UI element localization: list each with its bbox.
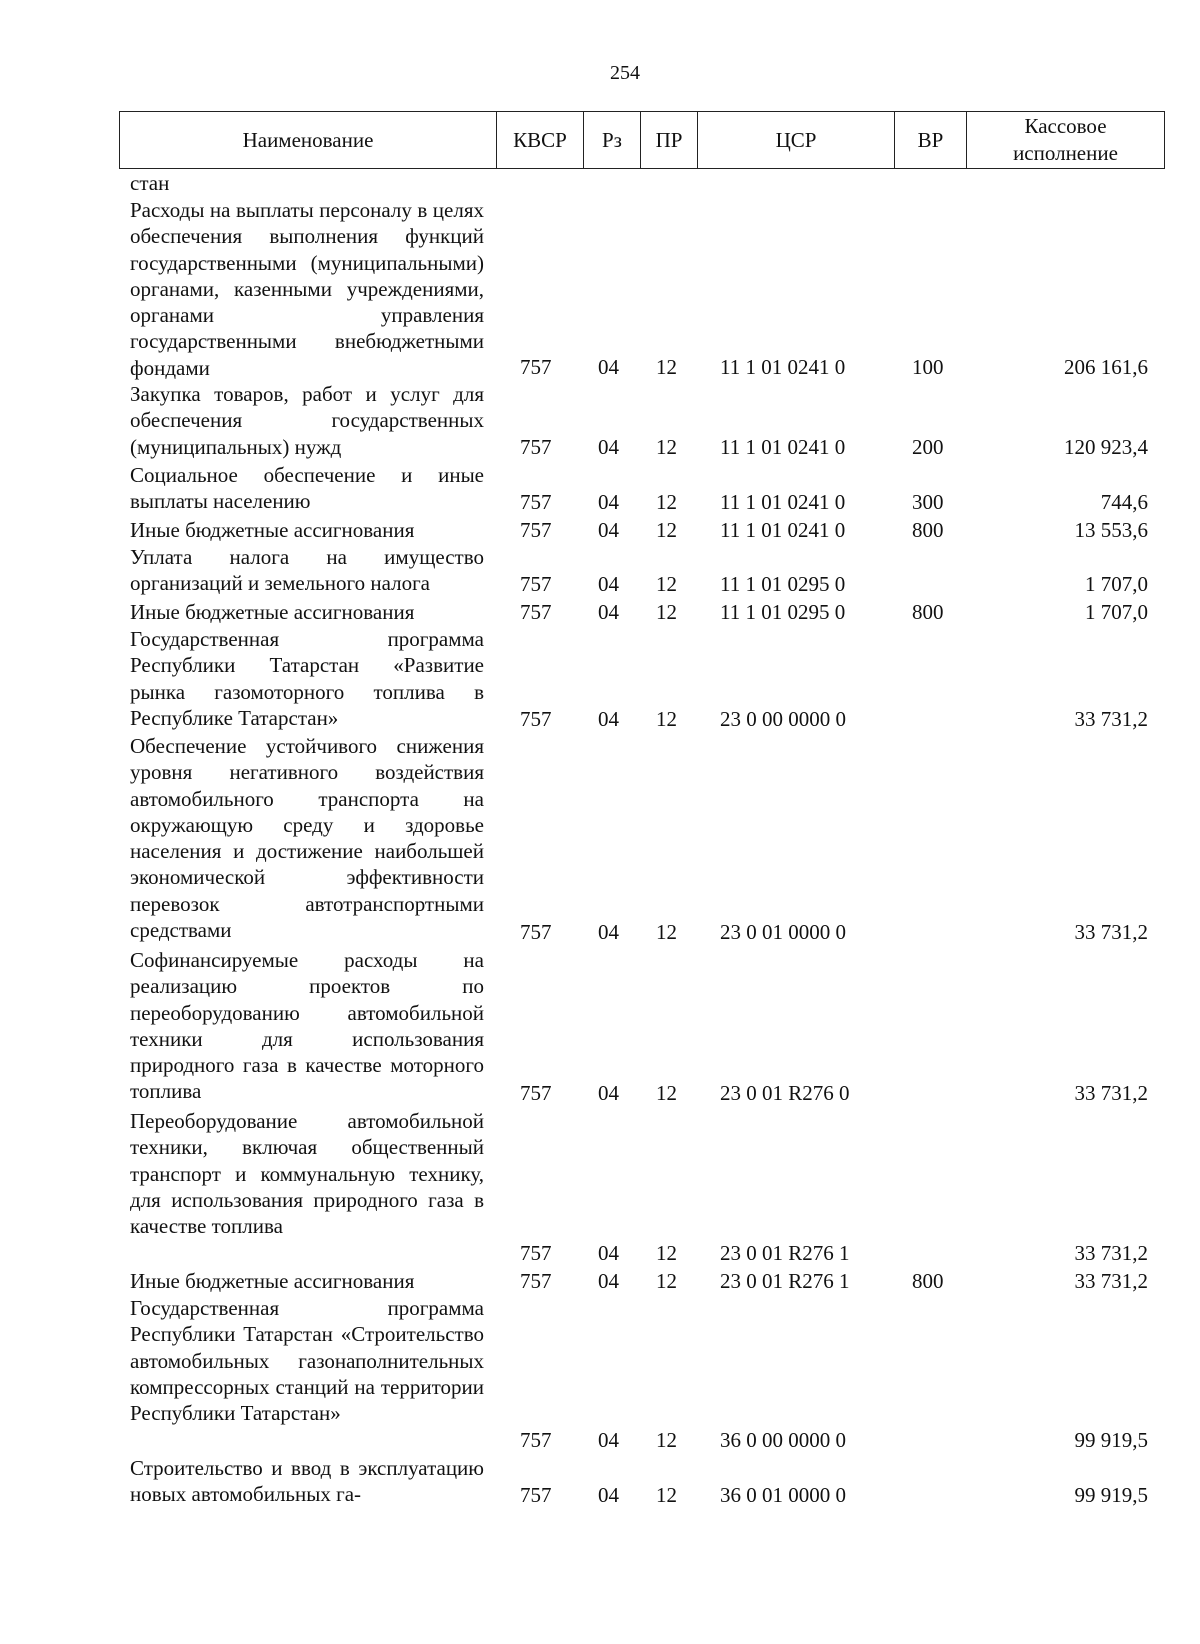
row-sum: 13 553,6 bbox=[1074, 518, 1148, 542]
header-kvsr: КВСР bbox=[497, 112, 584, 169]
row-rz: 04 bbox=[598, 1241, 619, 1265]
row-rz: 04 bbox=[598, 490, 619, 514]
row-name: Обеспечение устойчивого снижения уровня негативного воздействия автомобильного транспорта на окружающую среду и здоровье населения и достижение наибольшей экономической эффективности перевозок автотранспортными средствами bbox=[130, 734, 484, 943]
row-csr: 23 0 01 R276 1 bbox=[720, 1241, 850, 1265]
row-rz: 04 bbox=[598, 518, 619, 542]
row-sum: 33 731,2 bbox=[1074, 1269, 1148, 1293]
row-csr: 36 0 01 0000 0 bbox=[720, 1483, 846, 1507]
row-kvsr: 757 bbox=[520, 518, 552, 542]
row-rz: 04 bbox=[598, 600, 619, 624]
row-csr: 11 1 01 0295 0 bbox=[720, 572, 846, 596]
row-kvsr: 757 bbox=[520, 355, 552, 379]
row-pr: 12 bbox=[656, 920, 677, 944]
row-vr: 800 bbox=[912, 600, 944, 624]
row-name: стан bbox=[130, 171, 170, 195]
row-pr: 12 bbox=[656, 355, 677, 379]
row-csr: 23 0 01 0000 0 bbox=[720, 920, 846, 944]
row-kvsr: 757 bbox=[520, 1269, 552, 1293]
row-vr: 100 bbox=[912, 355, 944, 379]
row-pr: 12 bbox=[656, 707, 677, 731]
row-name: Строительство и ввод в эксплуатацию новых автомобильных га- bbox=[130, 1456, 484, 1507]
row-sum: 99 919,5 bbox=[1074, 1428, 1148, 1452]
row-pr: 12 bbox=[656, 1241, 677, 1265]
row-csr: 11 1 01 0241 0 bbox=[720, 435, 846, 459]
row-name: Государственная программа Республики Татарстан «Развитие рынка газомоторного топлива в Республике Татарстан» bbox=[130, 627, 484, 730]
header-name: Наименование bbox=[120, 112, 497, 169]
row-sum: 120 923,4 bbox=[1064, 435, 1148, 459]
row-csr: 11 1 01 0241 0 bbox=[720, 355, 846, 379]
row-kvsr: 757 bbox=[520, 490, 552, 514]
row-rz: 04 bbox=[598, 355, 619, 379]
row-name: Иные бюджетные ассигнования bbox=[130, 1269, 415, 1293]
row-kvsr: 757 bbox=[520, 1483, 552, 1507]
row-name: Закупка товаров, работ и услуг для обеспечения государственных (муниципальных) нужд bbox=[130, 382, 484, 459]
row-name: Переоборудование автомобильной техники, включая общественный транспорт и коммунальную технику, для использования природного газа в качестве топлива bbox=[130, 1109, 484, 1239]
row-rz: 04 bbox=[598, 1081, 619, 1105]
row-csr: 23 0 00 0000 0 bbox=[720, 707, 846, 731]
row-rz: 04 bbox=[598, 1483, 619, 1507]
row-name: Расходы на выплаты персоналу в целях обеспечения выполнения функций государственными (муниципальными) органами, казенными учреждениями, органами управления государственными внебюджетными фондами bbox=[130, 198, 484, 380]
header-vr: ВР bbox=[895, 112, 967, 169]
row-pr: 12 bbox=[656, 572, 677, 596]
row-name: Уплата налога на имущество организаций и земельного налога bbox=[130, 545, 484, 596]
row-rz: 04 bbox=[598, 435, 619, 459]
row-sum: 99 919,5 bbox=[1074, 1483, 1148, 1507]
row-pr: 12 bbox=[656, 435, 677, 459]
row-name: Иные бюджетные ассигнования bbox=[130, 600, 415, 624]
row-csr: 11 1 01 0241 0 bbox=[720, 518, 846, 542]
row-rz: 04 bbox=[598, 707, 619, 731]
row-kvsr: 757 bbox=[520, 600, 552, 624]
row-csr: 11 1 01 0295 0 bbox=[720, 600, 846, 624]
row-kvsr: 757 bbox=[520, 572, 552, 596]
row-vr: 200 bbox=[912, 435, 944, 459]
row-rz: 04 bbox=[598, 1428, 619, 1452]
row-name: Софинансируемые расходы на реализацию проектов по переоборудованию автомобильной техники для использования природного газа в качестве моторного топлива bbox=[130, 948, 484, 1104]
row-csr: 11 1 01 0241 0 bbox=[720, 490, 846, 514]
row-sum: 744,6 bbox=[1100, 490, 1148, 514]
header-rz: Рз bbox=[584, 112, 641, 169]
header-pr: ПР bbox=[641, 112, 698, 169]
header-csr: ЦСР bbox=[698, 112, 895, 169]
row-rz: 04 bbox=[598, 572, 619, 596]
row-sum: 1 707,0 bbox=[1085, 572, 1148, 596]
row-sum: 33 731,2 bbox=[1074, 707, 1148, 731]
row-vr: 300 bbox=[912, 490, 944, 514]
row-kvsr: 757 bbox=[520, 1241, 552, 1265]
row-vr: 800 bbox=[912, 1269, 944, 1293]
row-name: Иные бюджетные ассигнования bbox=[130, 518, 415, 542]
row-pr: 12 bbox=[656, 600, 677, 624]
row-sum: 33 731,2 bbox=[1074, 920, 1148, 944]
row-name: Социальное обеспечение и иные выплаты населению bbox=[130, 463, 484, 514]
row-rz: 04 bbox=[598, 920, 619, 944]
row-csr: 23 0 01 R276 0 bbox=[720, 1081, 850, 1105]
row-vr: 800 bbox=[912, 518, 944, 542]
row-kvsr: 757 bbox=[520, 435, 552, 459]
row-kvsr: 757 bbox=[520, 1081, 552, 1105]
page-number: 254 bbox=[610, 62, 640, 84]
row-rz: 04 bbox=[598, 1269, 619, 1293]
row-pr: 12 bbox=[656, 1483, 677, 1507]
row-pr: 12 bbox=[656, 1269, 677, 1293]
row-csr: 23 0 01 R276 1 bbox=[720, 1269, 850, 1293]
row-kvsr: 757 bbox=[520, 1428, 552, 1452]
row-sum: 33 731,2 bbox=[1074, 1081, 1148, 1105]
row-kvsr: 757 bbox=[520, 920, 552, 944]
row-pr: 12 bbox=[656, 1081, 677, 1105]
row-sum: 206 161,6 bbox=[1064, 355, 1148, 379]
row-pr: 12 bbox=[656, 490, 677, 514]
row-name: Государственная программа Республики Татарстан «Строительство автомобильных газонаполнительных компрессорных станций на территории Республики Татарстан» bbox=[130, 1296, 484, 1426]
row-kvsr: 757 bbox=[520, 707, 552, 731]
table-header bbox=[119, 111, 1165, 169]
row-pr: 12 bbox=[656, 518, 677, 542]
row-sum: 1 707,0 bbox=[1085, 600, 1148, 624]
row-sum: 33 731,2 bbox=[1074, 1241, 1148, 1265]
header-sum: Кассовое исполнение bbox=[967, 112, 1165, 169]
row-csr: 36 0 00 0000 0 bbox=[720, 1428, 846, 1452]
row-pr: 12 bbox=[656, 1428, 677, 1452]
